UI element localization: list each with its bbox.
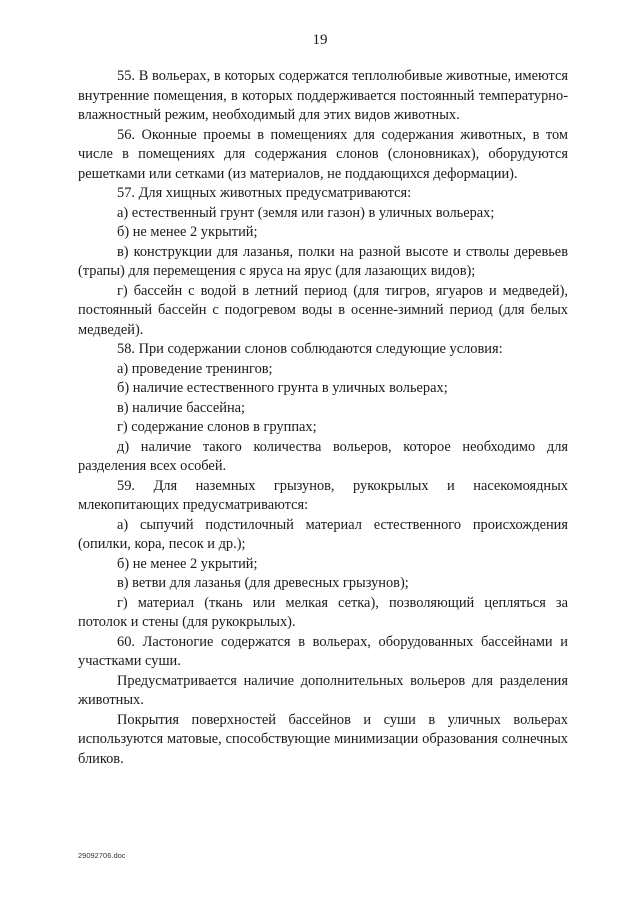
list-item-58d: г) содержание слонов в группах; (117, 419, 317, 435)
paragraph-59: 59. Для наземных грызунов, рукокрылых и насекомоядных млекопитающих предусматриваются: (78, 477, 568, 513)
paragraph-58: 58. При содержании слонов соблюдаются следующие условия: (117, 341, 503, 357)
list-item-59d: г) материал (ткань или мелкая сетка), позволяющий цепляться за потолок и стены (для рукокрылых). (78, 594, 568, 630)
list-item-59a: а) сыпучий подстилочный материал естественного происхождения (опилки, кора, песок и др.); (78, 516, 568, 552)
paragraph-57: 57. Для хищных животных предусматриваются: (117, 185, 412, 201)
paragraph-56: 56. Оконные проемы в помещениях для содержания животных, в том числе в помещениях для содержания слонов (слоновниках), оборудуются решетками или сетками (из материалов, не поддающихся деформации). (78, 126, 568, 182)
paragraph-60-additional-enclosures: Предусматривается наличие дополнительных вольеров для разделения животных. (78, 672, 568, 708)
paragraph-60: 60. Ластоногие содержатся в вольерах, оборудованных бассейнами и участками суши. (78, 633, 568, 669)
list-item-58a: а) проведение тренингов; (117, 360, 273, 377)
list-item-58b: б) наличие естественного грунта в уличных вольерах; (117, 380, 448, 396)
list-item-57b: б) не менее 2 укрытий; (117, 224, 258, 240)
list-item-57c: в) конструкции для лазанья, полки на разной высоте и стволы деревьев (трапы) для перемещения с яруса на ярус (для лазающих видов); (78, 243, 568, 279)
list-item-58e: д) наличие такого количества вольеров, которое необходимо для разделения всех особей. (78, 438, 568, 474)
list-item-57a: а) естественный грунт (земля или газон) в уличных вольерах; (117, 204, 495, 221)
document-body (78, 67, 568, 769)
list-item-59b: б) не менее 2 укрытий; (117, 555, 258, 572)
list-item-59c: в) ветви для лазанья (для древесных грызунов); (117, 575, 409, 591)
list-item-58c: в) наличие бассейна; (117, 399, 246, 416)
page-number: 19 (312, 32, 328, 48)
list-item-57d: г) бассейн с водой в летний период (для тигров, ягуаров и медведей), постоянный бассейн с подогревом воды в осенне-зимний период (для белых медведей). (78, 282, 568, 338)
paragraph-60-surfaces: Покрытия поверхностей бассейнов и суши в уличных вольерах используются матовые, способствующие минимизации образования солнечных бликов. (78, 711, 568, 767)
paragraph-55: 55. В вольерах, в которых содержатся теплолюбивые животные, имеются внутренние помещения, в которых поддерживается постоянный температурно-влажностный режим, необходимый для этих видов животных. (78, 68, 568, 123)
footer-filename: 29092706.doc (78, 851, 126, 860)
